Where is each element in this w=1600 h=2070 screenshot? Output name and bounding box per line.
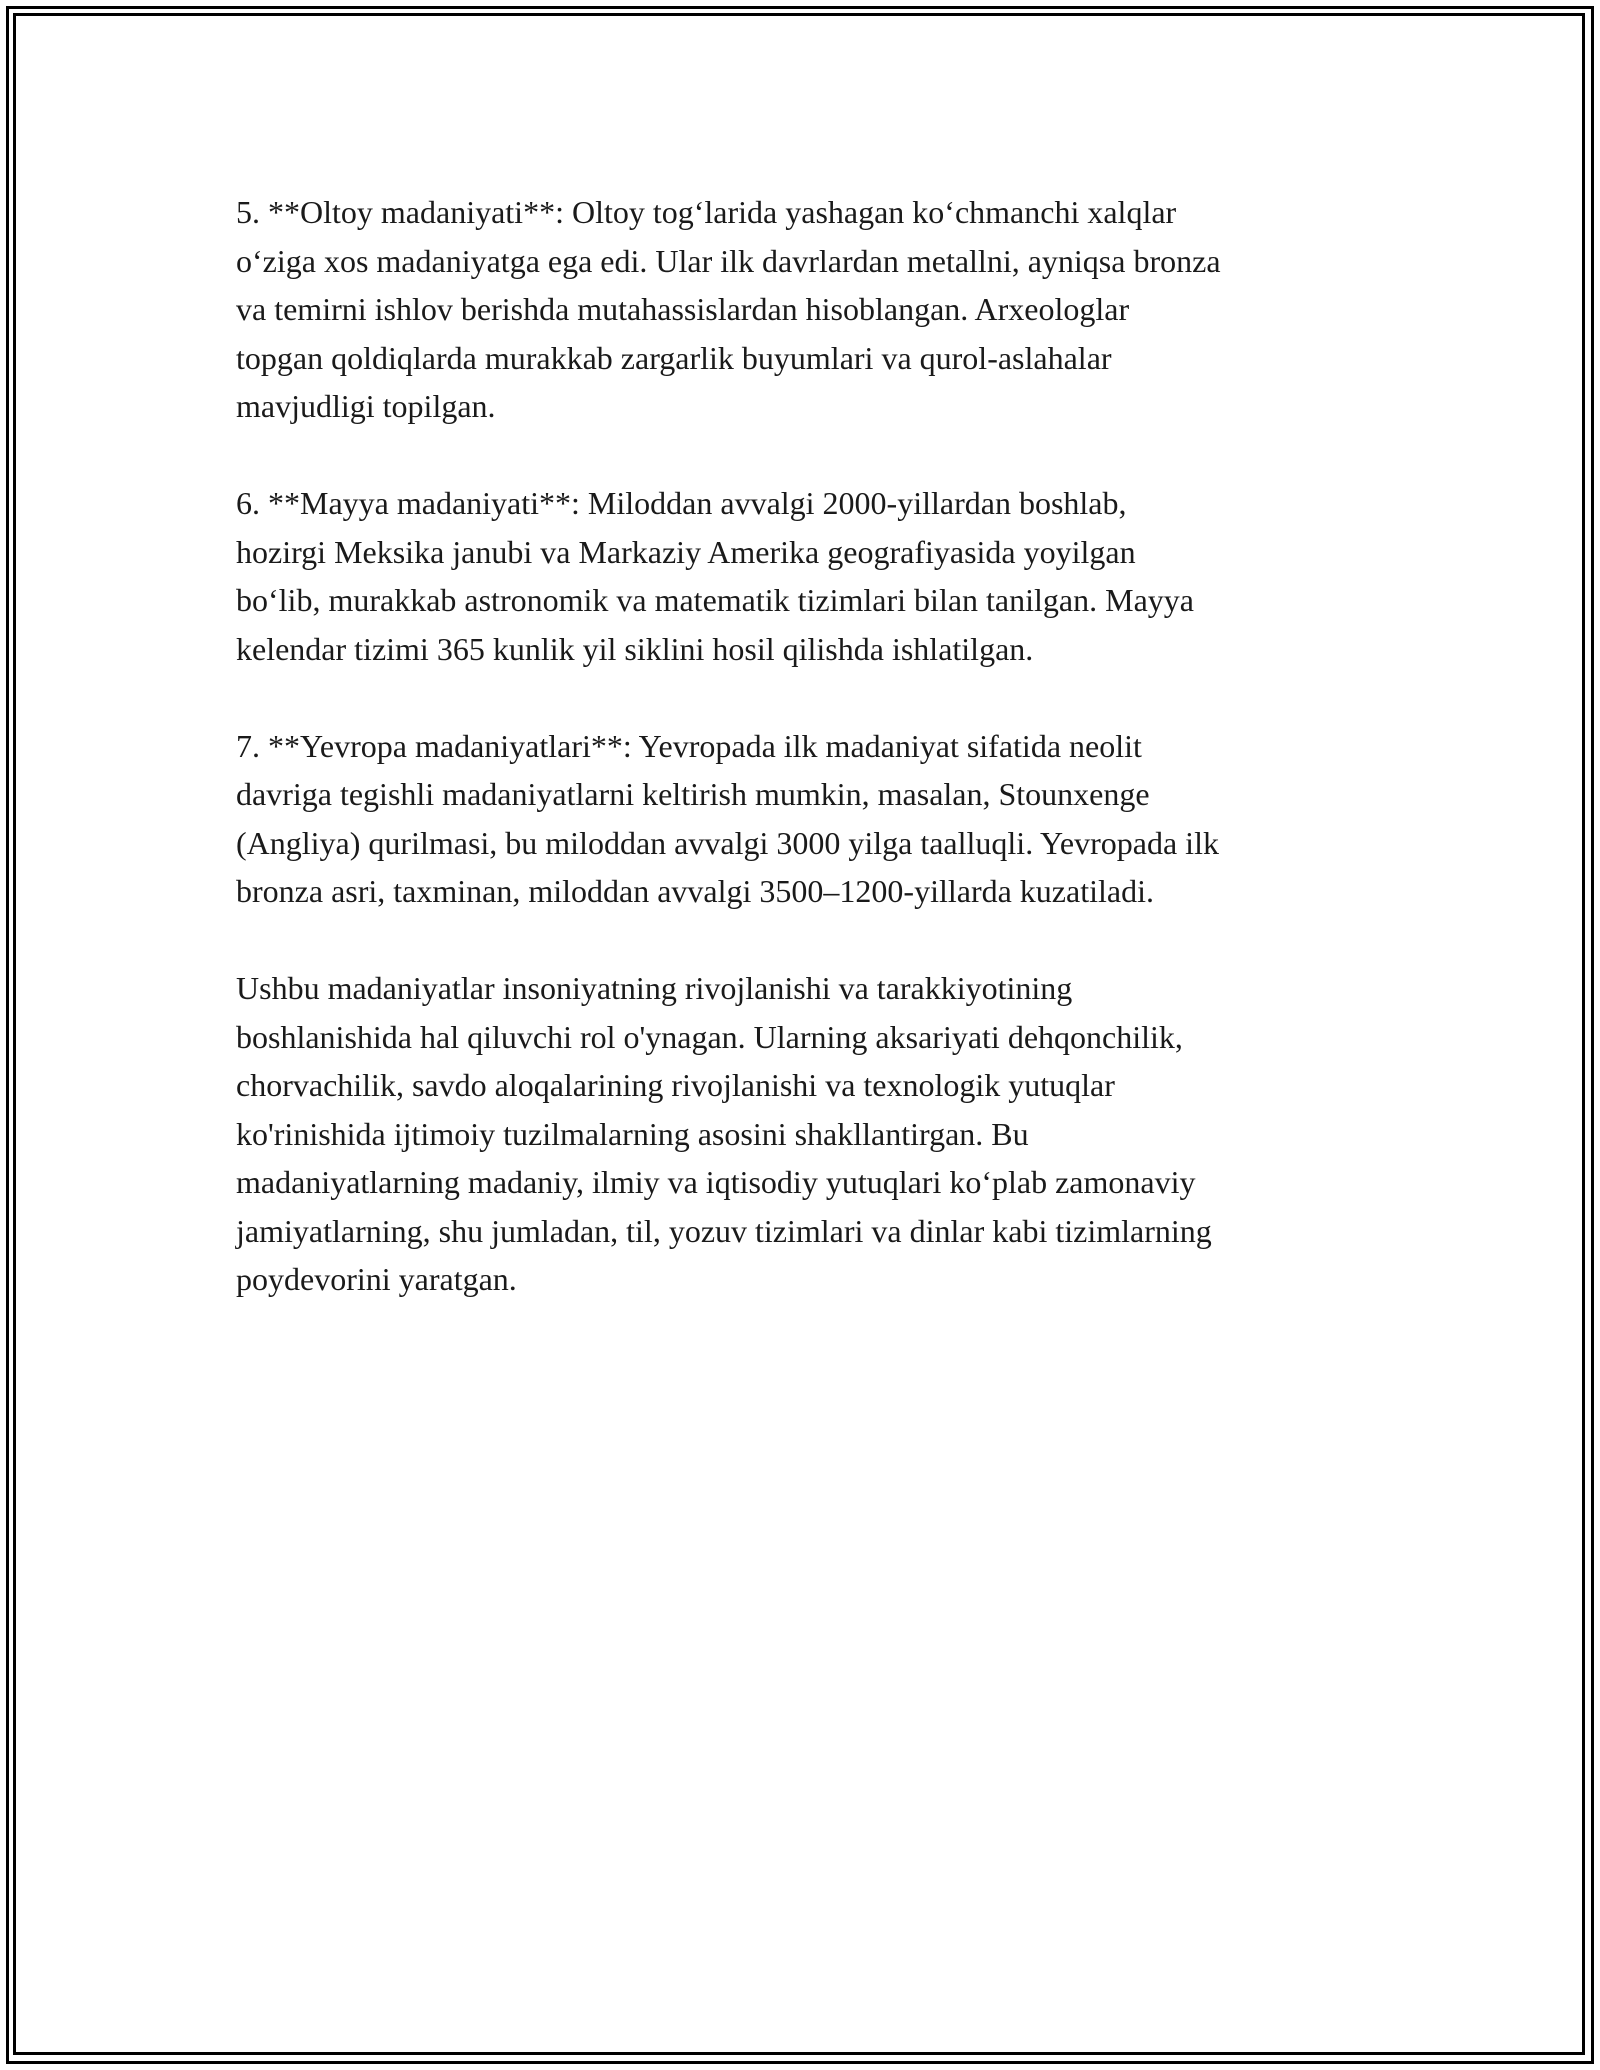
paragraph-mayya xyxy=(236,479,1376,673)
text-line: madaniyatlarning madaniy, ilmiy va iqtisodiy yutuqlari ko‘plab zamonaviy xyxy=(236,1164,1196,1200)
paragraph-oltoy xyxy=(236,188,1376,431)
paragraph-conclusion xyxy=(236,964,1376,1304)
text-line: jamiyatlarning, shu jumladan, til, yozuv tizimlari va dinlar kabi tizimlarning xyxy=(236,1212,1212,1249)
text-line: o‘ziga xos madaniyatga ega edi. Ular ilk davrlardan metallni, ayniqsa bronza xyxy=(236,242,1221,279)
text-line: boshlanishida hal qiluvchi rol o'ynagan. Ularning aksariyati dehqonchilik, xyxy=(236,1018,1183,1055)
text-line: topgan qoldiqlarda murakkab zargarlik buyumlari va qurol-aslahalar xyxy=(236,339,1112,376)
text-line: mavjudligi topilgan. xyxy=(236,388,496,424)
text-line: 7. **Yevropa madaniyatlari**: Yevropada ilk madaniyat sifatida neolit xyxy=(236,727,1142,764)
text-line: davriga tegishli madaniyatlarni keltirish mumkin, masalan, Stounxenge xyxy=(236,776,1150,812)
paragraph-yevropa xyxy=(236,722,1376,916)
text-line: bronza asri, taxminan, miloddan avvalgi 3500–1200-yillarda kuzatiladi. xyxy=(236,873,1154,909)
text-line: Ushbu madaniyatlar insoniyatning rivojlanishi va tarakkiyotining xyxy=(236,970,1073,1006)
document-body xyxy=(236,188,1376,1352)
text-line: 6. **Mayya madaniyati**: Miloddan avvalgi 2000-yillardan boshlab, xyxy=(236,485,1127,521)
text-line: hozirgi Meksika janubi va Markaziy Amerika geografiyasida yoyilgan xyxy=(236,533,1136,570)
text-line: ko'rinishida ijtimoiy tuzilmalarning asosini shakllantirgan. Bu xyxy=(236,1115,1029,1152)
text-line: chorvachilik, savdo aloqalarining rivojlanishi va texnologik yutuqlar xyxy=(236,1067,1115,1103)
text-line: 5. **Oltoy madaniyati**: Oltoy tog‘larida yashagan ko‘chmanchi xalqlar xyxy=(236,194,1177,230)
text-line: (Angliya) qurilmasi, bu miloddan avvalgi 3000 yilga taalluqli. Yevropada ilk xyxy=(236,824,1219,861)
text-line: bo‘lib, murakkab astronomik va matematik tizimlari bilan tanilgan. Mayya xyxy=(236,582,1194,618)
text-line: va temirni ishlov berishda mutahassislardan hisoblangan. Arxeologlar xyxy=(236,291,1130,327)
text-line: poydevorini yaratgan. xyxy=(236,1261,517,1297)
text-line: kelendar tizimi 365 kunlik yil siklini hosil qilishda ishlatilgan. xyxy=(236,630,1034,667)
